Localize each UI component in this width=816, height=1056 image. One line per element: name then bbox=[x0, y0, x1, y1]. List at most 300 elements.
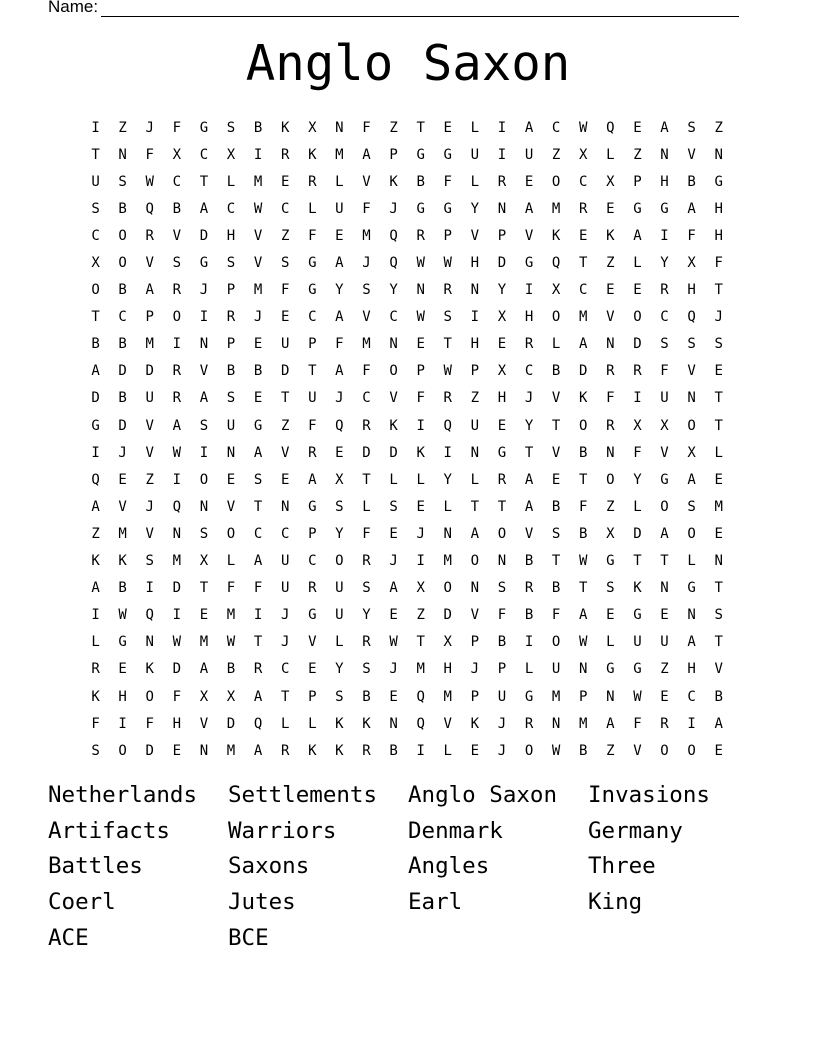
grid-letter: S bbox=[335, 688, 344, 705]
grid-letter: N bbox=[606, 444, 615, 461]
grid-letter: P bbox=[470, 688, 480, 705]
grid-letter: O bbox=[470, 553, 480, 570]
grid-letter: M bbox=[714, 498, 723, 515]
grid-letter: U bbox=[335, 580, 344, 597]
grid-letter: J bbox=[714, 309, 723, 326]
grid-letter: T bbox=[660, 553, 669, 570]
grid-letter: K bbox=[389, 173, 398, 190]
grid-letter: F bbox=[443, 173, 452, 190]
grid-letter: D bbox=[226, 715, 236, 732]
grid-letter: S bbox=[389, 498, 398, 515]
grid-letter: J bbox=[335, 390, 344, 407]
grid-letter: A bbox=[470, 525, 480, 542]
grid-letter: K bbox=[280, 119, 290, 136]
grid-letter: R bbox=[606, 417, 615, 434]
grid-letter: F bbox=[280, 282, 290, 299]
grid-letter: S bbox=[226, 119, 236, 136]
word-bank-item: Earl bbox=[408, 889, 463, 916]
grid-letter: M bbox=[199, 634, 209, 651]
grid-letter: D bbox=[145, 742, 154, 759]
grid-letter: M bbox=[362, 227, 371, 244]
grid-letter: N bbox=[497, 553, 507, 570]
grid-letter: S bbox=[172, 255, 182, 272]
grid-letter: W bbox=[633, 688, 642, 705]
grid-row bbox=[82, 168, 732, 195]
grid-letter: G bbox=[633, 661, 642, 678]
grid-letter: B bbox=[551, 498, 561, 515]
grid-letter: H bbox=[470, 255, 480, 272]
grid-letter: A bbox=[524, 200, 534, 217]
grid-letter: G bbox=[606, 661, 615, 678]
grid-letter: C bbox=[308, 553, 317, 570]
grid-letter: Z bbox=[145, 471, 154, 488]
grid-letter: I bbox=[172, 336, 182, 353]
grid-letter: N bbox=[470, 444, 480, 461]
grid-letter: G bbox=[308, 607, 317, 624]
grid-letter: Y bbox=[470, 200, 480, 217]
grid-letter: E bbox=[253, 390, 263, 407]
grid-row bbox=[82, 412, 732, 439]
grid-letter: R bbox=[579, 200, 588, 217]
grid-letter: H bbox=[226, 227, 236, 244]
grid-letter: N bbox=[280, 498, 290, 515]
grid-letter: S bbox=[253, 471, 263, 488]
grid-letter: O bbox=[443, 580, 452, 597]
grid-letter: O bbox=[524, 742, 534, 759]
grid-letter: F bbox=[253, 580, 263, 597]
grid-row bbox=[82, 737, 732, 764]
grid-letter: W bbox=[443, 363, 452, 380]
grid-letter: G bbox=[253, 417, 263, 434]
grid-letter: V bbox=[145, 417, 154, 434]
grid-letter: M bbox=[226, 607, 236, 624]
grid-letter: N bbox=[389, 715, 398, 732]
grid-letter: O bbox=[660, 498, 669, 515]
grid-letter: N bbox=[226, 444, 236, 461]
grid-letter: A bbox=[362, 146, 371, 163]
grid-letter: M bbox=[579, 715, 588, 732]
grid-letter: K bbox=[551, 227, 561, 244]
grid-letter: I bbox=[199, 309, 209, 326]
grid-letter: B bbox=[253, 119, 263, 136]
grid-letter: T bbox=[551, 553, 561, 570]
grid-letter: T bbox=[416, 119, 425, 136]
grid-letter: Y bbox=[443, 471, 452, 488]
grid-letter: K bbox=[145, 661, 154, 678]
grid-letter: N bbox=[579, 661, 588, 678]
grid-letter: A bbox=[687, 471, 696, 488]
grid-letter: L bbox=[91, 634, 100, 651]
grid-letter: I bbox=[416, 553, 425, 570]
grid-letter: T bbox=[362, 471, 371, 488]
grid-letter: Q bbox=[606, 119, 615, 136]
grid-letter: B bbox=[497, 634, 507, 651]
grid-letter: X bbox=[551, 282, 561, 299]
grid-letter: F bbox=[714, 255, 723, 272]
grid-row bbox=[82, 277, 732, 304]
grid-letter: E bbox=[118, 661, 127, 678]
grid-letter: I bbox=[687, 715, 696, 732]
grid-letter: Z bbox=[633, 146, 642, 163]
grid-letter: L bbox=[524, 661, 534, 678]
grid-letter: C bbox=[199, 146, 209, 163]
grid-letter: O bbox=[687, 742, 696, 759]
grid-letter: M bbox=[362, 336, 371, 353]
grid-letter: Z bbox=[660, 661, 669, 678]
grid-letter: W bbox=[416, 309, 425, 326]
grid-letter: I bbox=[91, 444, 100, 461]
grid-letter: L bbox=[470, 173, 480, 190]
grid-letter: A bbox=[253, 553, 263, 570]
grid-letter: B bbox=[118, 390, 127, 407]
grid-letter: V bbox=[172, 227, 182, 244]
grid-letter: P bbox=[497, 661, 507, 678]
grid-letter: K bbox=[362, 715, 371, 732]
grid-letter: Z bbox=[280, 227, 290, 244]
grid-letter: G bbox=[91, 417, 100, 434]
grid-letter: T bbox=[524, 444, 534, 461]
grid-letter: E bbox=[172, 742, 182, 759]
grid-letter: J bbox=[416, 525, 425, 542]
grid-letter: M bbox=[443, 553, 452, 570]
grid-letter: X bbox=[687, 444, 696, 461]
grid-letter: P bbox=[579, 688, 588, 705]
grid-letter: F bbox=[308, 227, 317, 244]
grid-letter: U bbox=[497, 688, 507, 705]
grid-letter: W bbox=[172, 634, 182, 651]
grid-letter: A bbox=[687, 200, 696, 217]
grid-letter: U bbox=[660, 634, 669, 651]
grid-letter: X bbox=[633, 417, 642, 434]
grid-letter: I bbox=[172, 471, 182, 488]
grid-letter: V bbox=[470, 227, 480, 244]
grid-letter: X bbox=[497, 309, 507, 326]
grid-row bbox=[82, 466, 732, 493]
grid-letter: G bbox=[416, 146, 425, 163]
grid-letter: S bbox=[497, 580, 507, 597]
grid-letter: N bbox=[551, 715, 561, 732]
grid-letter: R bbox=[308, 580, 317, 597]
grid-letter: K bbox=[308, 146, 317, 163]
grid-letter: S bbox=[687, 336, 696, 353]
grid-letter: B bbox=[687, 173, 696, 190]
grid-letter: N bbox=[714, 553, 723, 570]
grid-letter: A bbox=[579, 607, 588, 624]
grid-letter: F bbox=[172, 688, 182, 705]
grid-letter: P bbox=[633, 173, 642, 190]
grid-letter: V bbox=[145, 444, 154, 461]
grid-letter: I bbox=[145, 580, 154, 597]
name-line[interactable] bbox=[101, 2, 739, 17]
grid-letter: X bbox=[199, 688, 209, 705]
grid-letter: T bbox=[416, 634, 425, 651]
grid-letter: F bbox=[91, 715, 100, 732]
grid-letter: C bbox=[280, 200, 290, 217]
grid-letter: G bbox=[199, 255, 209, 272]
grid-letter: W bbox=[118, 607, 127, 624]
grid-letter: E bbox=[660, 607, 669, 624]
grid-letter: O bbox=[118, 742, 127, 759]
grid-letter: N bbox=[172, 525, 182, 542]
grid-letter: U bbox=[551, 661, 561, 678]
grid-letter: J bbox=[199, 282, 209, 299]
grid-letter: A bbox=[335, 363, 344, 380]
grid-letter: B bbox=[118, 336, 127, 353]
grid-letter: A bbox=[579, 336, 588, 353]
grid-letter: F bbox=[362, 119, 371, 136]
grid-letter: R bbox=[443, 390, 452, 407]
grid-letter: A bbox=[172, 417, 182, 434]
grid-letter: R bbox=[253, 661, 263, 678]
grid-letter: S bbox=[660, 336, 669, 353]
grid-letter: Z bbox=[389, 119, 398, 136]
grid-letter: Y bbox=[335, 282, 344, 299]
grid-letter: A bbox=[687, 634, 696, 651]
grid-letter: G bbox=[443, 146, 452, 163]
grid-letter: Q bbox=[145, 200, 154, 217]
grid-letter: H bbox=[524, 309, 534, 326]
grid-letter: Y bbox=[633, 471, 642, 488]
grid-row bbox=[82, 249, 732, 276]
grid-row bbox=[82, 656, 732, 683]
grid-letter: Y bbox=[335, 661, 344, 678]
grid-letter: J bbox=[145, 498, 154, 515]
grid-letter: V bbox=[633, 742, 642, 759]
grid-letter: R bbox=[280, 146, 290, 163]
grid-letter: O bbox=[172, 309, 182, 326]
grid-letter: R bbox=[497, 173, 507, 190]
grid-letter: S bbox=[226, 255, 236, 272]
grid-letter: R bbox=[280, 742, 290, 759]
grid-letter: E bbox=[606, 282, 615, 299]
grid-letter: V bbox=[524, 525, 534, 542]
grid-letter: E bbox=[714, 742, 723, 759]
grid-letter: V bbox=[362, 309, 371, 326]
word-bank-item: Battles bbox=[48, 853, 143, 880]
grid-letter: F bbox=[335, 336, 344, 353]
grid-letter: R bbox=[633, 363, 642, 380]
grid-letter: N bbox=[687, 607, 696, 624]
grid-letter: I bbox=[91, 119, 100, 136]
grid-letter: V bbox=[362, 173, 371, 190]
grid-letter: M bbox=[253, 173, 263, 190]
grid-letter: J bbox=[145, 119, 154, 136]
grid-letter: H bbox=[714, 227, 723, 244]
grid-letter: E bbox=[335, 444, 344, 461]
grid-letter: C bbox=[172, 173, 182, 190]
grid-letter: S bbox=[687, 119, 696, 136]
grid-letter: N bbox=[714, 146, 723, 163]
grid-letter: S bbox=[362, 580, 371, 597]
grid-letter: C bbox=[524, 363, 534, 380]
grid-letter: T bbox=[91, 146, 100, 163]
grid-letter: L bbox=[416, 471, 425, 488]
grid-letter: S bbox=[91, 200, 100, 217]
grid-letter: M bbox=[551, 200, 561, 217]
grid-letter: M bbox=[335, 146, 344, 163]
grid-letter: D bbox=[280, 363, 290, 380]
grid-letter: G bbox=[633, 200, 642, 217]
grid-letter: O bbox=[687, 417, 696, 434]
word-bank-item: ACE bbox=[48, 924, 89, 951]
grid-letter: I bbox=[524, 282, 534, 299]
grid-letter: L bbox=[280, 715, 290, 732]
grid-letter: L bbox=[389, 471, 398, 488]
grid-letter: G bbox=[633, 607, 642, 624]
grid-row bbox=[82, 331, 732, 358]
grid-letter: V bbox=[443, 715, 452, 732]
grid-letter: R bbox=[660, 715, 669, 732]
grid-letter: B bbox=[118, 282, 127, 299]
grid-letter: J bbox=[389, 553, 398, 570]
grid-letter: Q bbox=[145, 607, 154, 624]
grid-letter: N bbox=[606, 336, 615, 353]
grid-letter: K bbox=[416, 444, 425, 461]
grid-letter: Y bbox=[389, 282, 398, 299]
grid-letter: V bbox=[226, 498, 236, 515]
grid-letter: D bbox=[145, 363, 154, 380]
grid-letter: R bbox=[362, 634, 371, 651]
grid-letter: H bbox=[470, 336, 480, 353]
grid-letter: M bbox=[551, 688, 561, 705]
grid-letter: L bbox=[443, 498, 452, 515]
grid-letter: A bbox=[199, 390, 209, 407]
grid-letter: C bbox=[389, 309, 398, 326]
grid-letter: D bbox=[172, 661, 182, 678]
grid-letter: E bbox=[606, 200, 615, 217]
grid-letter: B bbox=[389, 742, 398, 759]
grid-letter: R bbox=[226, 309, 236, 326]
grid-letter: P bbox=[308, 688, 317, 705]
grid-letter: V bbox=[199, 363, 209, 380]
grid-letter: I bbox=[253, 607, 263, 624]
grid-letter: B bbox=[91, 336, 100, 353]
grid-letter: V bbox=[199, 715, 209, 732]
grid-letter: O bbox=[660, 742, 669, 759]
grid-letter: O bbox=[91, 282, 100, 299]
word-bank-item: BCE bbox=[228, 924, 269, 951]
grid-row bbox=[82, 114, 732, 141]
grid-letter: P bbox=[416, 363, 425, 380]
grid-letter: A bbox=[714, 715, 723, 732]
grid-letter: E bbox=[497, 336, 507, 353]
word-bank-item: Germany bbox=[588, 817, 683, 844]
grid-letter: T bbox=[91, 309, 100, 326]
grid-letter: L bbox=[335, 634, 344, 651]
grid-letter: X bbox=[606, 173, 615, 190]
grid-letter: V bbox=[145, 525, 154, 542]
grid-letter: T bbox=[633, 553, 642, 570]
grid-letter: I bbox=[633, 390, 642, 407]
grid-letter: K bbox=[335, 742, 344, 759]
grid-letter: T bbox=[199, 173, 209, 190]
grid-letter: Y bbox=[335, 525, 344, 542]
grid-letter: M bbox=[416, 661, 425, 678]
name-field bbox=[48, 0, 739, 17]
grid-letter: F bbox=[308, 417, 317, 434]
grid-letter: V bbox=[145, 255, 154, 272]
grid-letter: T bbox=[579, 580, 588, 597]
grid-letter: E bbox=[335, 227, 344, 244]
grid-letter: E bbox=[389, 525, 398, 542]
grid-letter: B bbox=[524, 553, 534, 570]
grid-letter: N bbox=[606, 688, 615, 705]
grid-letter: N bbox=[145, 634, 154, 651]
grid-letter: E bbox=[416, 336, 425, 353]
grid-letter: U bbox=[335, 200, 344, 217]
grid-letter: A bbox=[660, 119, 669, 136]
grid-letter: E bbox=[579, 227, 588, 244]
grid-letter: U bbox=[470, 417, 480, 434]
grid-letter: A bbox=[199, 661, 209, 678]
grid-letter: L bbox=[606, 634, 615, 651]
grid-letter: H bbox=[497, 390, 507, 407]
grid-letter: X bbox=[497, 363, 507, 380]
grid-letter: C bbox=[579, 173, 588, 190]
grid-letter: E bbox=[389, 688, 398, 705]
grid-letter: Y bbox=[362, 607, 371, 624]
grid-letter: I bbox=[118, 715, 127, 732]
grid-letter: Z bbox=[606, 498, 615, 515]
grid-letter: X bbox=[172, 146, 182, 163]
grid-letter: F bbox=[362, 525, 371, 542]
grid-letter: P bbox=[226, 282, 236, 299]
grid-letter: T bbox=[280, 688, 290, 705]
grid-letter: Z bbox=[280, 417, 290, 434]
grid-letter: D bbox=[633, 525, 642, 542]
grid-letter: R bbox=[416, 227, 425, 244]
grid-letter: K bbox=[91, 553, 100, 570]
grid-row bbox=[82, 575, 732, 602]
grid-letter: H bbox=[687, 661, 696, 678]
grid-letter: P bbox=[389, 146, 398, 163]
grid-letter: T bbox=[551, 417, 561, 434]
grid-letter: U bbox=[226, 417, 236, 434]
grid-letter: I bbox=[416, 742, 425, 759]
grid-letter: R bbox=[91, 661, 100, 678]
grid-letter: I bbox=[416, 417, 425, 434]
grid-letter: H bbox=[714, 200, 723, 217]
word-bank-item: Artifacts bbox=[48, 817, 170, 844]
grid-letter: F bbox=[416, 390, 425, 407]
grid-letter: F bbox=[497, 607, 507, 624]
grid-letter: Q bbox=[253, 715, 263, 732]
grid-letter: R bbox=[524, 336, 534, 353]
grid-letter: O bbox=[389, 363, 398, 380]
grid-letter: S bbox=[91, 742, 100, 759]
grid-letter: E bbox=[199, 607, 209, 624]
grid-letter: I bbox=[524, 634, 534, 651]
grid-letter: I bbox=[497, 119, 507, 136]
grid-letter: A bbox=[524, 498, 534, 515]
grid-letter: A bbox=[389, 580, 398, 597]
grid-letter: L bbox=[633, 498, 642, 515]
grid-letter: T bbox=[470, 498, 480, 515]
grid-letter: D bbox=[199, 227, 209, 244]
grid-letter: S bbox=[145, 553, 154, 570]
grid-letter: D bbox=[118, 363, 127, 380]
grid-letter: T bbox=[714, 390, 723, 407]
grid-letter: G bbox=[660, 471, 669, 488]
grid-letter: T bbox=[714, 634, 723, 651]
grid-letter: S bbox=[362, 282, 371, 299]
grid-row bbox=[82, 358, 732, 385]
grid-letter: T bbox=[579, 471, 588, 488]
grid-letter: A bbox=[145, 282, 154, 299]
grid-letter: P bbox=[470, 634, 480, 651]
grid-letter: L bbox=[606, 146, 615, 163]
grid-letter: B bbox=[118, 580, 127, 597]
